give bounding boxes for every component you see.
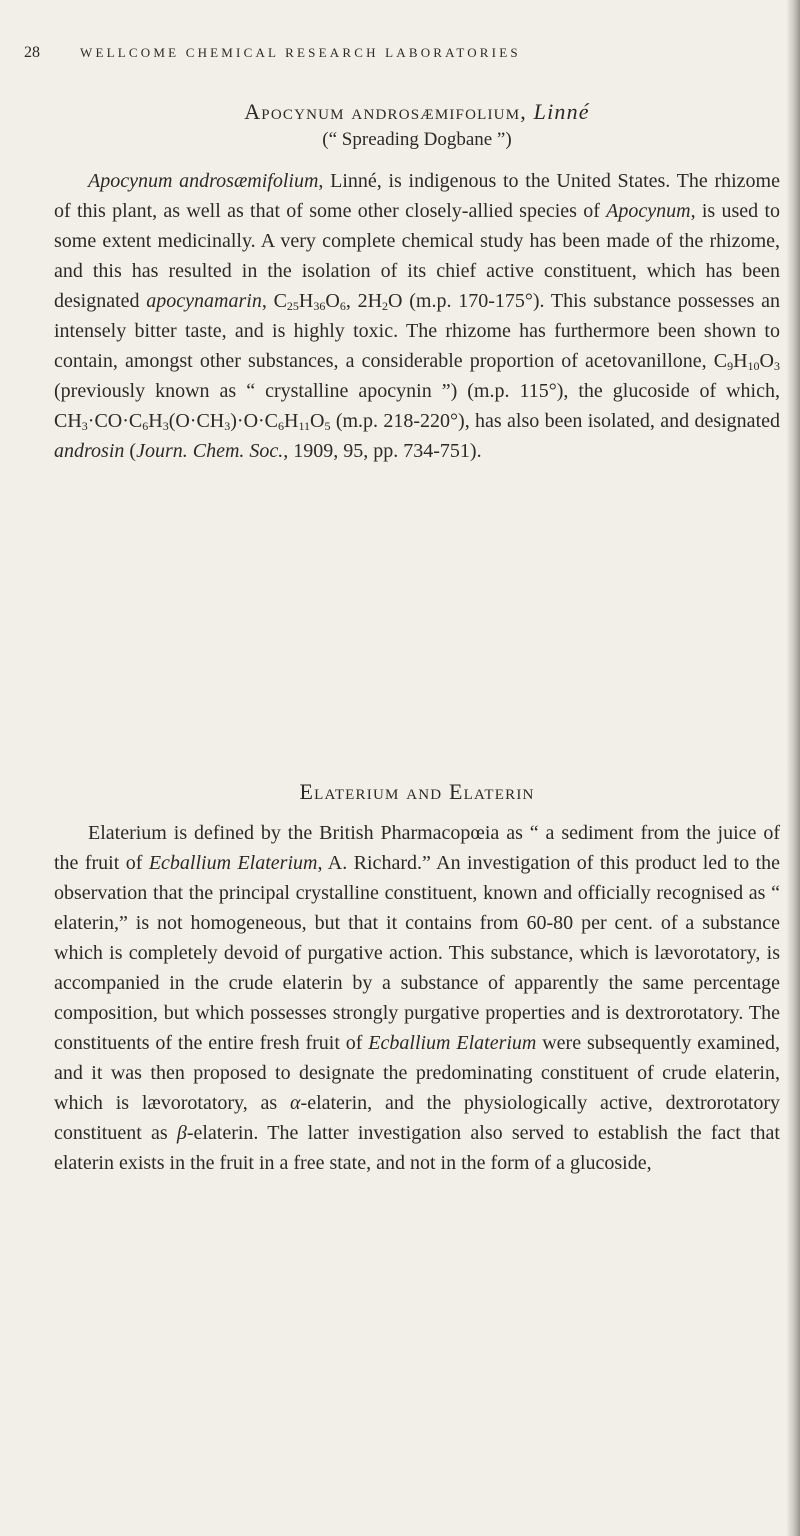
section-heading-elaterium: Elaterium and Elaterin bbox=[299, 779, 535, 804]
page-number: 28 bbox=[24, 44, 40, 61]
section-apocynum bbox=[54, 98, 780, 466]
paragraph-apocynum: Apocynum androsæmifolium, Linné, is indigenous to the United States. The rhizome of this plant, as well as that of some other closely-allied species of Apocynum, is used to some extent medicinally. A very complete chemical study has been made of the rhizome, and this has resulted in the isolation of its chief active constituent, which has been designated apocynamarin, $C_{25}H_{36}O_6$, $2H_2O$ (m.p. 170-175°). This substance possesses an intensely bitter taste, and is highly toxic. The rhizome has furthermore been shown to contain, amongst other substances, a considerable proportion of acetovanillone, $C_9H_{10}O_3$ (previously known as “ crystalline apocynin ”) (m.p. 115°), the glucoside of which, $CH_3\cdot CO\cdot C_6H_3(O\cdot CH_3)\cdot O\cdot C_6H_{11}O_5$ (m.p. 218-220°), has also been isolated, and designated androsin (Journ. Chem. Soc., 1909, 95, pp. 734-751). bbox=[54, 170, 780, 462]
page-edge-shadow bbox=[786, 0, 800, 1536]
paragraph-elaterium: Elaterium is defined by the British Pharmacopœia as “ a sediment from the juice of the fruit of Ecballium Elaterium, A. Richard.” An investigation of this product led to the observation that the principal crystalline constituent, known and officially recognised as “ elaterin,” is not homogeneous, but that it contains from 60-80 per cent. of a substance which is completely devoid of purgative action. This substance, which is lævorotatory, is accompanied in the crude elaterin by a substance of apparently the same percentage composition, but which possesses strongly purgative properties and is dextrorotatory. The constituents of the entire fresh fruit of Ecballium Elaterium were subsequently examined, and it was then proposed to designate the predominating constituent of crude elaterin, which is lævorotatory, as α-elaterin, and the physiologically active, dextrorotatory constituent as β-elaterin. The latter investigation also served to establish the fact that elaterin exists in the fruit in a free state, and not in the form of a glucoside, bbox=[54, 822, 781, 1174]
running-head bbox=[24, 44, 764, 62]
section-heading-apocynum: Apocynum androsæmifolium, Linné bbox=[244, 99, 590, 124]
section-subheading: (“ Spreading Dogbane ”) bbox=[322, 129, 512, 150]
running-title: WELLCOME CHEMICAL RESEARCH LABORATORIES bbox=[80, 45, 521, 60]
section-elaterium bbox=[54, 778, 780, 1178]
heading-author: Linné bbox=[533, 99, 590, 124]
